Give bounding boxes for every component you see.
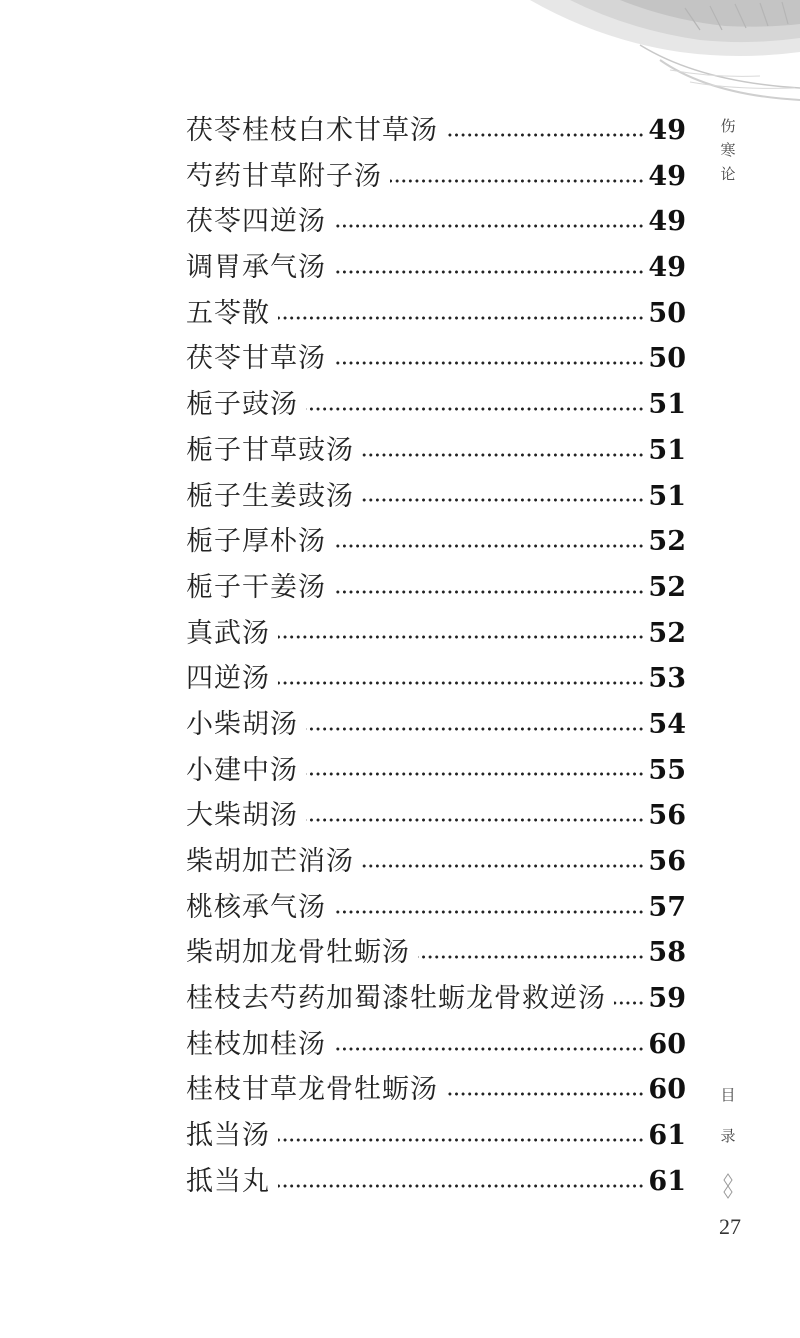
toc-entry-title: 栀子干姜汤: [186, 571, 326, 603]
toc-entry-page-number: 49: [648, 252, 686, 284]
side-book-title-char: 寒: [720, 141, 736, 159]
toc-dot-leader: [446, 1092, 644, 1096]
toc-entry: [186, 245, 686, 291]
toc-dot-leader: [334, 544, 644, 548]
toc-dot-leader: [614, 1001, 644, 1005]
toc-entry-title: 栀子甘草豉汤: [186, 434, 354, 466]
page-number: 27: [719, 1214, 741, 1239]
toc-entry-title: 真武汤: [186, 617, 270, 649]
toc-dot-leader: [278, 1138, 644, 1142]
toc-entry-page-number: 55: [648, 754, 686, 786]
toc-entry: [186, 976, 686, 1022]
toc-entry-page-number: 51: [648, 434, 686, 466]
toc-entry: [186, 748, 686, 794]
toc-entry-page-number: 50: [648, 343, 686, 375]
toc-dot-leader: [334, 1047, 644, 1051]
toc-entry-page-number: 52: [648, 571, 686, 603]
toc-entry: [186, 565, 686, 611]
toc-dot-leader: [278, 316, 644, 320]
side-book-title-char: 伤: [720, 117, 736, 135]
toc-entry-page-number: 56: [648, 800, 686, 832]
toc-entry-page-number: 52: [648, 526, 686, 558]
toc-entry-title: 柴胡加龙骨牡蛎汤: [186, 937, 410, 969]
toc-entry-page-number: 54: [648, 708, 686, 740]
toc-dot-leader: [306, 407, 644, 411]
toc-dot-leader: [306, 818, 644, 822]
toc-entry: [186, 428, 686, 474]
toc-entry: [186, 474, 686, 520]
toc-entry: [186, 930, 686, 976]
toc-entry-page-number: 60: [648, 1028, 686, 1060]
toc-entry: [186, 1022, 686, 1068]
toc-entry: [186, 199, 686, 245]
toc-entry-title: 小建中汤: [186, 754, 298, 786]
toc-dot-leader: [362, 453, 644, 457]
toc-dot-leader: [334, 224, 644, 228]
side-section-label-char: 录: [720, 1127, 736, 1145]
toc-entry: [186, 1159, 686, 1205]
toc-entry-title: 五苓散: [186, 297, 270, 329]
toc-entry-title: 桂枝去芍药加蜀漆牡蛎龙骨救逆汤: [186, 983, 606, 1015]
toc-dot-leader: [278, 635, 644, 639]
toc-entry: [186, 656, 686, 702]
toc-dot-leader: [334, 590, 644, 594]
toc-dot-leader: [418, 955, 644, 959]
toc-dot-leader: [362, 498, 644, 502]
toc-entry-page-number: 51: [648, 480, 686, 512]
toc-entry-page-number: 60: [648, 1074, 686, 1106]
corner-ornament-image: [510, 0, 800, 110]
toc-entry-title: 抵当丸: [186, 1165, 270, 1197]
toc-entry-page-number: 49: [648, 115, 686, 146]
toc-dot-leader: [306, 727, 644, 731]
toc-entry-page-number: 61: [648, 1120, 686, 1152]
side-book-title: [716, 114, 740, 186]
toc-entry-title: 茯苓甘草汤: [186, 343, 326, 375]
toc-entry-page-number: 49: [648, 160, 686, 192]
toc-entry-title: 栀子生姜豉汤: [186, 480, 354, 512]
toc-entry-title: 调胃承气汤: [186, 252, 326, 284]
side-book-title-char: 论: [720, 165, 736, 183]
toc-entry: [186, 154, 686, 200]
toc-entry-page-number: 53: [648, 663, 686, 695]
toc-entry: [186, 519, 686, 565]
toc-entry-page-number: 49: [648, 206, 686, 238]
toc-entry: [186, 1113, 686, 1159]
toc-entry-title: 四逆汤: [186, 663, 270, 695]
toc-dot-leader: [306, 772, 644, 776]
diamond-ornament-icon: [719, 1172, 737, 1200]
toc-entry-title: 茯苓四逆汤: [186, 206, 326, 238]
toc-entry: [186, 702, 686, 748]
toc-entry-title: 桂枝加桂汤: [186, 1028, 326, 1060]
toc-entry-page-number: 56: [648, 846, 686, 877]
toc-dot-leader: [334, 361, 644, 365]
toc-entry-title: 抵当汤: [186, 1120, 270, 1152]
toc-entry: [186, 336, 686, 382]
toc-entry-title: 小柴胡汤: [186, 708, 298, 740]
toc-dot-leader: [278, 1184, 644, 1188]
toc-entry: [186, 839, 686, 885]
toc-entry-title: 柴胡加芒消汤: [186, 846, 354, 877]
toc-entry-page-number: 51: [648, 389, 686, 421]
toc-entry: [186, 1067, 686, 1113]
toc-dot-leader: [334, 270, 644, 274]
toc-dot-leader: [278, 681, 644, 685]
side-section-label: [716, 1084, 740, 1146]
toc-entry-title: 芍药甘草附子汤: [186, 160, 382, 192]
toc-entry: [186, 885, 686, 931]
toc-entry: [186, 382, 686, 428]
toc-dot-leader: [446, 133, 644, 137]
toc-entry-title: 栀子厚朴汤: [186, 526, 326, 558]
toc-entry-page-number: 50: [648, 297, 686, 329]
toc-entry-title: 栀子豉汤: [186, 389, 298, 421]
toc-entry-page-number: 59: [648, 983, 686, 1015]
toc-entry-page-number: 61: [648, 1165, 686, 1197]
side-section-label-char: 目: [720, 1086, 736, 1104]
toc-entry: [186, 108, 686, 154]
toc-dot-leader: [334, 910, 644, 914]
toc-entry: [186, 611, 686, 657]
toc-entry: [186, 793, 686, 839]
toc-entry: [186, 291, 686, 337]
toc-dot-leader: [390, 179, 644, 183]
toc-entry-title: 桃核承气汤: [186, 891, 326, 923]
toc-entry-page-number: 58: [648, 937, 686, 969]
table-of-contents: [186, 108, 686, 1205]
toc-entry-page-number: 57: [648, 891, 686, 923]
toc-dot-leader: [362, 864, 644, 868]
toc-entry-title: 桂枝甘草龙骨牡蛎汤: [186, 1074, 438, 1106]
toc-entry-title: 大柴胡汤: [186, 800, 298, 832]
toc-entry-page-number: 52: [648, 617, 686, 649]
toc-entry-title: 茯苓桂枝白术甘草汤: [186, 115, 438, 146]
